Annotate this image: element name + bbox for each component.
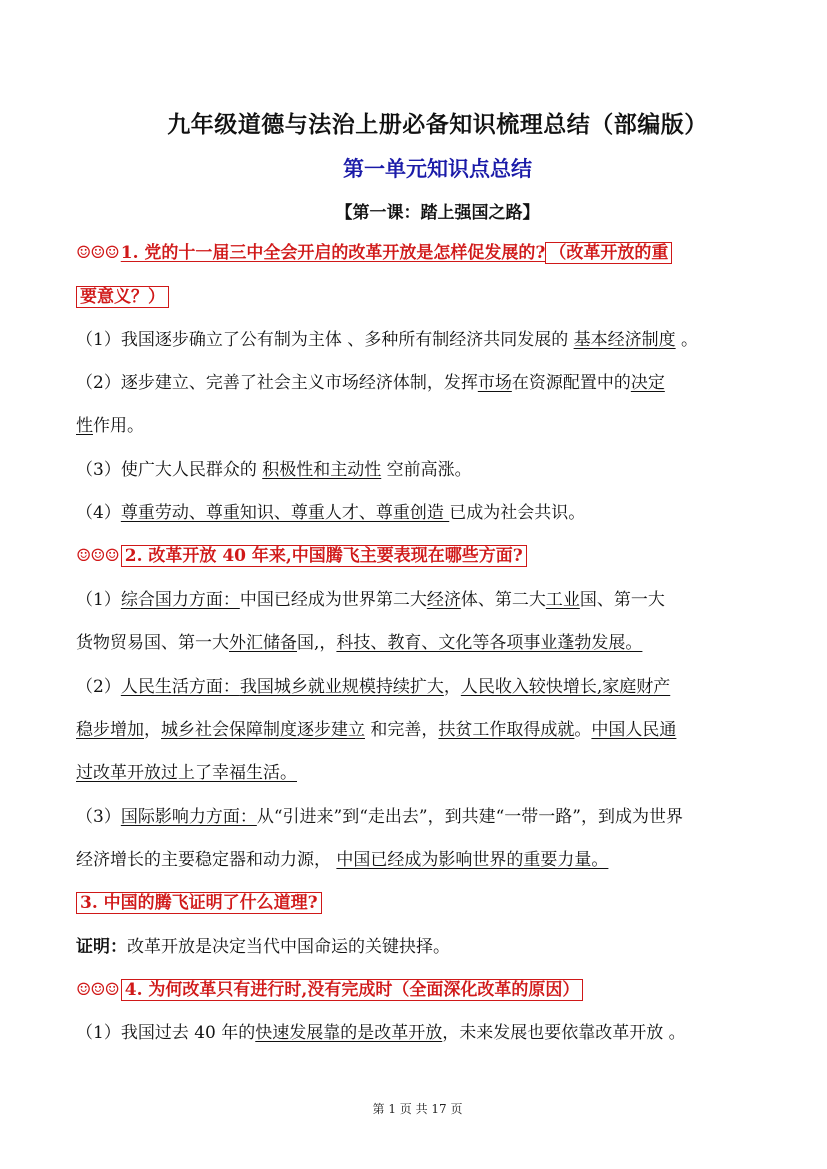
text: （1）我国逐步确立了公有制为主体 、多种所有制经济共同发展的 <box>76 330 574 350</box>
question-3-box: 3. 中国的腾飞证明了什么道理? <box>76 892 322 914</box>
text: （2） <box>76 677 121 697</box>
question-4 <box>76 977 583 1003</box>
answer-label: 证明： <box>76 937 127 957</box>
question-3 <box>76 890 322 916</box>
question-2-box: 2. 改革开放 40 年来,中国腾飞主要表现在哪些方面? <box>121 545 527 567</box>
text: （3） <box>76 807 121 827</box>
text: 国、第一大 <box>579 590 665 610</box>
keyword: 扶贫工作取得成就 <box>438 720 575 740</box>
smiley-icons: ☺☺☺ <box>76 243 119 263</box>
keyword: 我国城乡就业规模持续扩大 <box>239 677 444 697</box>
text: 从“引进来”到“走出去”，到共建“一带一路”，到成为世界 <box>256 807 683 827</box>
question-1-box: （改革开放的重 <box>545 242 672 264</box>
text: 中国已经成为世界第二大 <box>239 590 427 610</box>
keyword: 中国已经成为影响世界的重要力量。 <box>336 850 609 870</box>
text: 。 <box>675 330 699 350</box>
answer-1-item-2 <box>76 370 665 396</box>
text: （2）逐步建立、完善了社会主义市场经济体制，发挥 <box>76 373 478 393</box>
text: 经济增长的主要稳定器和动力源， <box>76 850 337 870</box>
smiley-icons: ☺☺☺ <box>76 546 119 566</box>
keyword: 过改革开放过上了幸福生活。 <box>76 763 297 783</box>
keyword: 人民收入较快增长,家庭财产 <box>460 677 671 697</box>
keyword: 工业 <box>545 590 580 610</box>
keyword: 经济 <box>426 590 461 610</box>
answer-2-item-3 <box>76 804 683 830</box>
keyword: 尊重劳动、尊重知识、尊重人才、尊重创造 <box>120 503 450 523</box>
answer-1-item-1 <box>76 327 698 353</box>
keyword: 决定 <box>630 373 665 393</box>
answer-1-item-3 <box>76 457 472 483</box>
answer-2-item-2 <box>76 674 670 700</box>
text: 在资源配置中的 <box>511 373 631 393</box>
text: 货物贸易国、第一大 <box>76 633 229 653</box>
answer-2-item-2-cont2 <box>76 760 297 786</box>
text: ， <box>443 677 461 697</box>
question-1-cont <box>76 284 169 310</box>
question-1-box-cont: 要意义？） <box>76 286 169 308</box>
keyword: 外汇储备 <box>229 633 297 653</box>
answer-2-item-3-cont <box>76 847 608 873</box>
text: 。 <box>574 720 592 740</box>
keyword: 市场 <box>477 373 512 393</box>
keyword: 积极性和主动性 <box>262 460 382 480</box>
keyword: 综合国力方面： <box>120 590 240 610</box>
keyword: 科技、教育、文化等各项事业蓬勃发展。 <box>336 633 643 653</box>
answer-2-item-1 <box>76 587 665 613</box>
answer-2-item-1-cont <box>76 630 642 656</box>
answer-2-item-2-cont <box>76 717 676 743</box>
keyword: 快速发展靠的是改革开放 <box>255 1023 443 1043</box>
text: 体、第二大 <box>460 590 546 610</box>
keyword: 性 <box>76 416 93 436</box>
text: （1）我国过去 40 年的 <box>76 1023 256 1043</box>
text: 和完善， <box>365 720 439 740</box>
lesson-title: 【第一课：踏上强国之路】 <box>335 203 540 223</box>
text: 国,， <box>297 633 337 653</box>
unit-title: 第一单元知识点总结 <box>343 156 532 181</box>
text: ， <box>144 720 161 740</box>
answer-4-item-1 <box>76 1020 686 1046</box>
question-1-text: 1. 党的十一届三中全会开启的改革开放是怎样促发展的? <box>120 243 546 263</box>
text: 已成为社会共识。 <box>449 503 586 523</box>
text: （4） <box>76 503 121 523</box>
text: 作用。 <box>93 416 144 436</box>
keyword: 中国人民通 <box>591 720 677 740</box>
keyword: 基本经济制度 <box>573 330 676 350</box>
keyword: 稳步增加 <box>76 720 144 740</box>
text: （1） <box>76 590 121 610</box>
keyword: 人民生活方面： <box>120 677 240 697</box>
answer-1-item-2-cont <box>76 413 144 439</box>
keyword: 城乡社会保障制度逐步建立 <box>161 720 365 740</box>
text: 改革开放是决定当代中国命运的关键抉择。 <box>127 937 450 957</box>
page-footer: 第 1 页 共 17 页 <box>372 1102 463 1116</box>
question-4-box: 4. 为何改革只有进行时,没有完成时（全面深化改革的原因） <box>121 979 584 1001</box>
document-title: 九年级道德与法治上册必备知识梳理总结（部编版） <box>167 111 708 138</box>
answer-1-item-4 <box>76 500 585 526</box>
smiley-icons: ☺☺☺ <box>76 980 119 1000</box>
answer-3 <box>76 934 450 960</box>
text: ，未来发展也要依靠改革开放 。 <box>442 1023 686 1043</box>
text: 空前高涨。 <box>381 460 472 480</box>
question-1 <box>76 240 672 266</box>
question-2 <box>76 543 527 569</box>
keyword: 国际影响力方面： <box>120 807 257 827</box>
text: （3）使广大人民群众的 <box>76 460 263 480</box>
